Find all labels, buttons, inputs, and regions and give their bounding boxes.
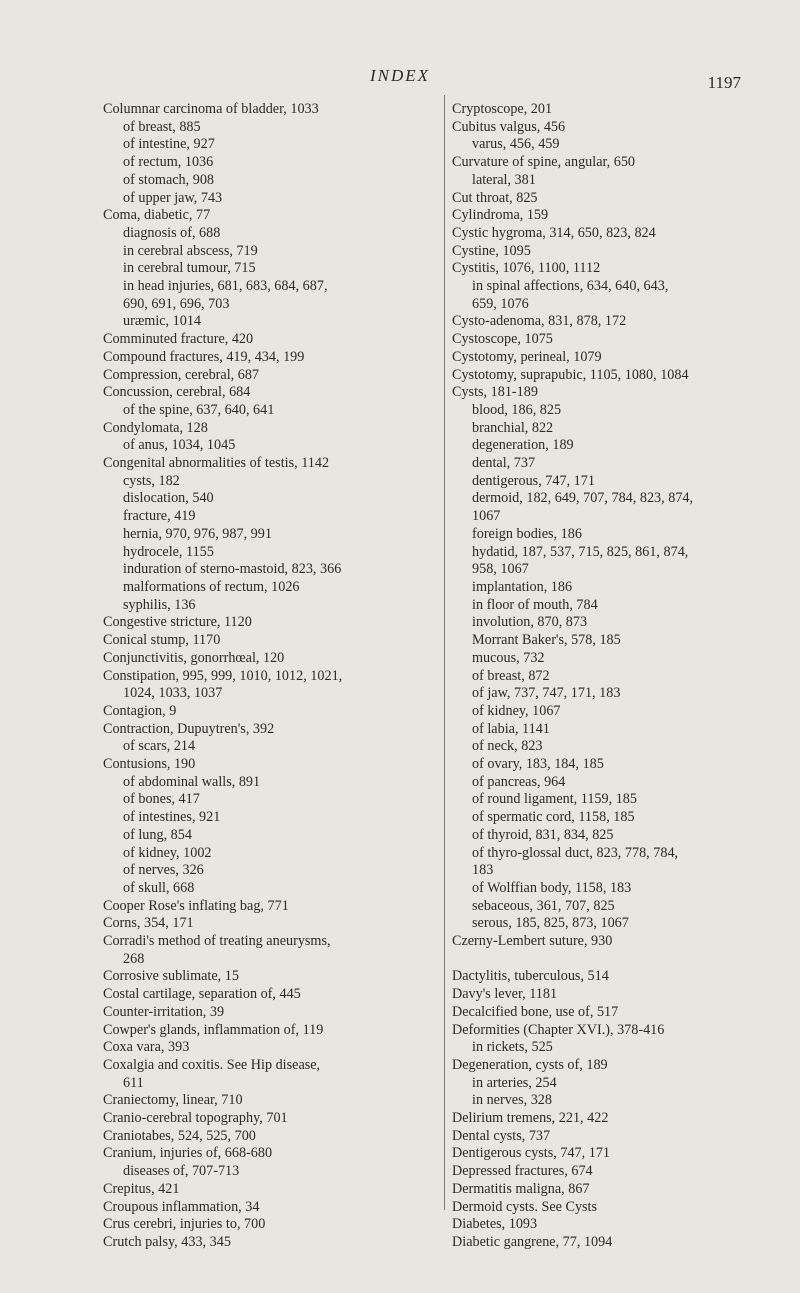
index-subentry: varus, 456, 459 — [472, 136, 560, 153]
index-entry: Costal cartilage, separation of, 445 — [103, 986, 301, 1003]
index-subentry: malformations of rectum, 1026 — [123, 578, 300, 595]
index-entry: Davy's lever, 1181 — [452, 986, 558, 1003]
index-entry: Curvature of spine, angular, 650 — [452, 154, 636, 171]
index-subentry: of Wolffian body, 1158, 183 — [472, 879, 632, 896]
index-entry: Cranio-cerebral topography, 701 — [103, 1110, 288, 1127]
index-entry: Cut throat, 825 — [452, 189, 538, 206]
index-entry: Dermatitis maligna, 867 — [452, 1180, 590, 1197]
column-divider — [444, 95, 445, 1210]
index-subentry: of upper jaw, 743 — [123, 189, 223, 206]
index-entry: Dentigerous cysts, 747, 171 — [452, 1145, 611, 1162]
index-subentry: hydatid, 187, 537, 715, 825, 861, 874, — [472, 543, 689, 560]
index-entry: Conjunctivitis, gonorrhœal, 120 — [103, 649, 285, 666]
index-subentry: 611 — [123, 1074, 144, 1091]
index-entry: Diabetes, 1093 — [452, 1216, 538, 1233]
index-entry: Contraction, Dupuytren's, 392 — [103, 720, 275, 737]
index-subentry: induration of sterno-mastoid, 823, 366 — [123, 561, 342, 578]
index-subentry: syphilis, 136 — [123, 596, 196, 613]
index-subentry: branchial, 822 — [472, 419, 554, 436]
index-subentry: hernia, 970, 976, 987, 991 — [123, 525, 272, 542]
index-subentry: 183 — [472, 862, 494, 879]
index-column-left — [103, 101, 443, 1252]
index-entry: Concussion, cerebral, 684 — [103, 384, 251, 401]
index-subentry: involution, 870, 873 — [472, 614, 588, 631]
index-entry: Comminuted fracture, 420 — [103, 331, 254, 348]
index-entry: Czerny-Lembert suture, 930 — [452, 933, 613, 950]
index-subentry: diseases of, 707-713 — [123, 1163, 240, 1180]
index-entry: Corradi's method of treating aneurysms, — [103, 933, 331, 950]
index-entry: Cylindroma, 159 — [452, 207, 549, 224]
index-entry: Crus cerebri, injuries to, 700 — [103, 1216, 266, 1233]
index-subentry: cysts, 182 — [123, 472, 180, 489]
index-entry: Dactylitis, tuberculous, 514 — [452, 968, 609, 985]
index-subentry: of neck, 823 — [472, 738, 543, 755]
index-entry: Cranium, injuries of, 668-680 — [103, 1145, 273, 1162]
index-entry: Counter-irritation, 39 — [103, 1003, 225, 1020]
index-column-right — [452, 101, 777, 1252]
index-entry: Coma, diabetic, 77 — [103, 207, 211, 224]
index-subentry: of thyro-glossal duct, 823, 778, 784, — [472, 844, 679, 861]
index-subentry: of intestine, 927 — [123, 136, 215, 153]
index-subentry: of breast, 885 — [123, 118, 201, 135]
index-subentry: lateral, 381 — [472, 171, 536, 188]
index-entry: Congenital abnormalities of testis, 1142 — [103, 455, 330, 472]
index-entry: Degeneration, cysts of, 189 — [452, 1056, 608, 1073]
index-subentry: in cerebral tumour, 715 — [123, 260, 256, 277]
index-entry: Contagion, 9 — [103, 702, 177, 719]
section-gap — [452, 951, 777, 969]
index-subentry: Morrant Baker's, 578, 185 — [472, 632, 621, 649]
index-entry: Decalcified bone, use of, 517 — [452, 1003, 619, 1020]
index-subentry: diagnosis of, 688 — [123, 224, 221, 241]
index-subentry: of kidney, 1002 — [123, 844, 212, 861]
index-subentry: of anus, 1034, 1045 — [123, 437, 236, 454]
index-entry: Cystine, 1095 — [452, 242, 531, 259]
index-entry: Condylomata, 128 — [103, 419, 208, 436]
index-subentry: serous, 185, 825, 873, 1067 — [472, 915, 629, 932]
index-subentry: dental, 737 — [472, 455, 536, 472]
index-subentry: of jaw, 737, 747, 171, 183 — [472, 685, 621, 702]
index-subentry: sebaceous, 361, 707, 825 — [472, 897, 615, 914]
index-entry: Delirium tremens, 221, 422 — [452, 1110, 609, 1127]
index-entry: Dental cysts, 737 — [452, 1127, 551, 1144]
index-subentry: 659, 1076 — [472, 295, 529, 312]
index-subentry: 268 — [123, 950, 145, 967]
index-subentry: 958, 1067 — [472, 561, 529, 578]
index-entry: Cystic hygroma, 314, 650, 823, 824 — [452, 224, 656, 241]
index-subentry: in head injuries, 681, 683, 684, 687, — [123, 278, 328, 295]
index-subentry: of nerves, 326 — [123, 862, 204, 879]
index-entry: Cysts, 181-189 — [452, 384, 538, 401]
index-subentry: of thyroid, 831, 834, 825 — [472, 826, 614, 843]
index-entry: Craniotabes, 524, 525, 700 — [103, 1127, 256, 1144]
index-subentry: of stomach, 908 — [123, 171, 215, 188]
page-header-title: INDEX — [369, 66, 431, 85]
index-entry: Compression, cerebral, 687 — [103, 366, 260, 383]
index-entry: Crutch palsy, 433, 345 — [103, 1234, 231, 1250]
index-entry: Deformities (Chapter XVI.), 378-416 — [452, 1021, 665, 1038]
index-entry: Cubitus valgus, 456 — [452, 118, 566, 135]
index-subentry: of round ligament, 1159, 185 — [472, 791, 637, 808]
index-entry: Cystitis, 1076, 1100, 1112 — [452, 260, 601, 277]
index-entry: Crepitus, 421 — [103, 1180, 180, 1197]
index-entry: Corns, 354, 171 — [103, 915, 194, 932]
index-subentry: of rectum, 1036 — [123, 154, 214, 171]
index-entry: Croupous inflammation, 34 — [103, 1198, 260, 1215]
index-subentry: of skull, 668 — [123, 879, 195, 896]
index-subentry: of lung, 854 — [123, 826, 192, 843]
index-entry: Cystotomy, perineal, 1079 — [452, 348, 602, 365]
index-entry: Coxa vara, 393 — [103, 1039, 190, 1056]
index-entry: Contusions, 190 — [103, 756, 196, 773]
index-subentry: of pancreas, 964 — [472, 773, 566, 790]
index-entry: Cooper Rose's inflating bag, 771 — [103, 897, 289, 914]
index-subentry: of intestines, 921 — [123, 809, 221, 826]
index-subentry: of kidney, 1067 — [472, 702, 561, 719]
index-subentry: foreign bodies, 186 — [472, 525, 582, 542]
index-subentry: of breast, 872 — [472, 667, 550, 684]
index-entry: Corrosive sublimate, 15 — [103, 968, 239, 985]
index-entry: Cystoscope, 1075 — [452, 331, 553, 348]
index-subentry: of ovary, 183, 184, 185 — [472, 756, 604, 773]
index-subentry: blood, 186, 825 — [472, 401, 562, 418]
index-subentry: dentigerous, 747, 171 — [472, 472, 595, 489]
index-subentry: of bones, 417 — [123, 791, 200, 808]
index-subentry: in arteries, 254 — [472, 1074, 557, 1091]
index-entry: Conical stump, 1170 — [103, 632, 221, 649]
index-entry: Depressed fractures, 674 — [452, 1163, 593, 1180]
index-subentry: 1067 — [472, 508, 501, 525]
index-subentry: mucous, 732 — [472, 649, 545, 666]
index-subentry: fracture, 419 — [123, 508, 196, 525]
index-subentry: in spinal affections, 634, 640, 643, — [472, 278, 669, 295]
index-subentry: implantation, 186 — [472, 578, 573, 595]
index-subentry: uræmic, 1014 — [123, 313, 202, 330]
index-subentry: of labia, 1141 — [472, 720, 550, 737]
index-subentry: in rickets, 525 — [472, 1039, 553, 1056]
index-subentry: of scars, 214 — [123, 738, 196, 755]
index-entry: Cryptoscope, 201 — [452, 101, 553, 117]
index-entry: Compound fractures, 419, 434, 199 — [103, 348, 305, 365]
index-subentry: degeneration, 189 — [472, 437, 574, 454]
index-subentry: in nerves, 328 — [472, 1092, 552, 1109]
index-entry: Constipation, 995, 999, 1010, 1012, 1021, — [103, 667, 343, 684]
index-subentry: in cerebral abscess, 719 — [123, 242, 258, 259]
index-subentry: of spermatic cord, 1158, 185 — [472, 809, 635, 826]
index-subentry: 1024, 1033, 1037 — [123, 685, 223, 702]
index-entry: Coxalgia and coxitis. See Hip disease, — [103, 1056, 321, 1073]
index-subentry: dislocation, 540 — [123, 490, 214, 507]
index-entry: Congestive stricture, 1120 — [103, 614, 252, 631]
index-entry: Diabetic gangrene, 77, 1094 — [452, 1233, 613, 1250]
index-subentry: of abdominal walls, 891 — [123, 773, 261, 790]
page-number: 1197 — [707, 73, 741, 92]
index-subentry: dermoid, 182, 649, 707, 784, 823, 874, — [472, 490, 694, 507]
index-entry: Cowper's glands, inflammation of, 119 — [103, 1021, 324, 1038]
index-entry: Dermoid cysts. See Cysts — [452, 1198, 598, 1215]
index-subentry: 690, 691, 696, 703 — [123, 295, 230, 312]
index-entry: Cysto-adenoma, 831, 878, 172 — [452, 313, 627, 330]
index-entry: Columnar carcinoma of bladder, 1033 — [103, 101, 319, 117]
index-subentry: of the spine, 637, 640, 641 — [123, 401, 275, 418]
index-subentry: hydrocele, 1155 — [123, 543, 214, 560]
index-entry: Cystotomy, suprapubic, 1105, 1080, 1084 — [452, 366, 689, 383]
index-entry: Craniectomy, linear, 710 — [103, 1092, 243, 1109]
index-subentry: in floor of mouth, 784 — [472, 596, 598, 613]
